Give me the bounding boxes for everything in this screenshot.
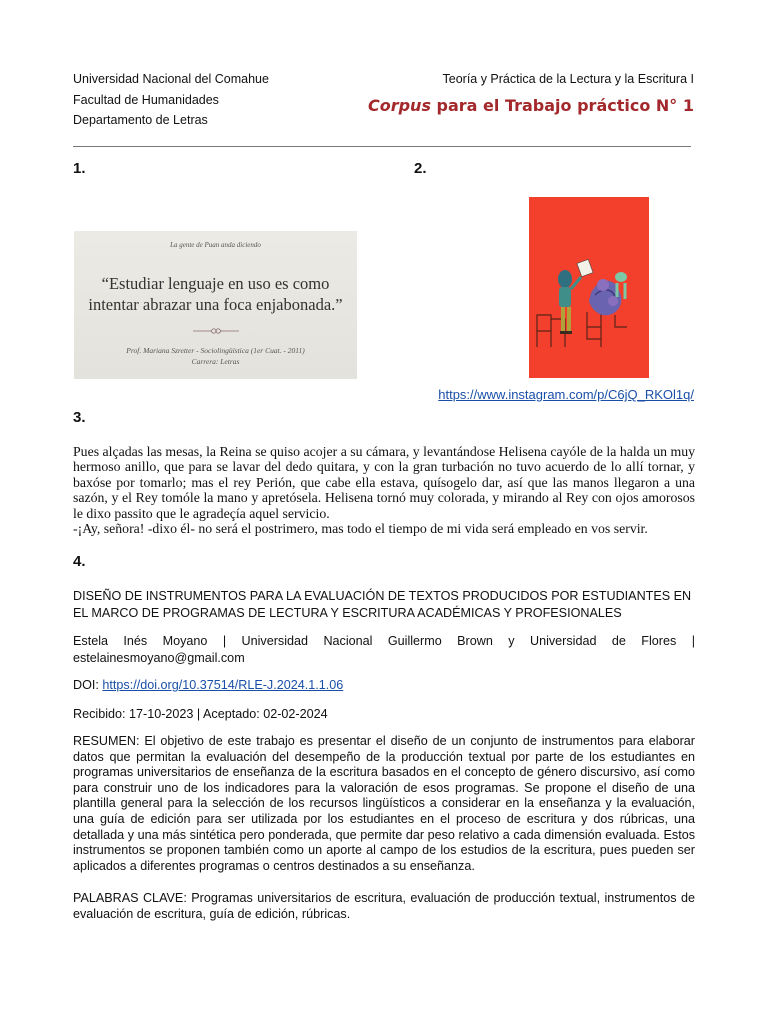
section-4-number: 4. [73,553,86,570]
header-divider [73,146,691,147]
excerpt-paragraph: Pues alçadas las mesas, la Reina se quiso acojer a su cámara, y levantándose Helisena cayóle de la halda un muy hermoso anillo, que para se lavar del dedo quitara, y con la gran turbación no tuvo acuerdo de lo allí tornar, y baxóse por tomarlo; mas el rey Perión, que cabe ella estava, quísogelo dar, así que las manos llegaron a una sazón, y el Rey tomóle la mano y apretósela. Helisena tornó muy colorada, y mirando al Rey con ojos amorosos le dixo passito que le agradeçía aquel servicio. [73,444,695,521]
section-3-number: 3. [73,409,86,426]
quote-line-2: intentar abrazar una foca enjabonada.” [88,295,343,314]
quote-career: Carrera: Letras [191,357,240,366]
course-block [368,69,694,116]
article-dates: Recibido: 17-10-2023 | Aceptado: 02-02-2024 [73,707,328,721]
article-keywords: PALABRAS CLAVE: Programas universitarios de escritura, evaluación de producción textual, instrumentos de evaluación de escritura, guía de edición, rúbricas. [73,891,695,921]
article-title: DISEÑO DE INSTRUMENTOS PARA LA EVALUACIÓN DE TEXTOS PRODUCIDOS POR ESTUDIANTES EN EL MARCO DE PROGRAMAS DE LECTURA Y ESCRITURA ACADÉMICAS Y PROFESIONALES [73,589,692,620]
quote-image [74,231,357,379]
university-name: Universidad Nacional del Comahue [73,72,269,86]
quote-kicker: La gente de Puan anda diciendo [170,241,261,249]
excerpt-dialogue: -¡Ay, señora! -dixo él- no será el postrimero, mas todo el tiempo de mi vida será empleado en vos servir. [73,521,648,537]
instagram-link[interactable]: https://www.instagram.com/p/C6jQ_RKOl1q/ [438,387,694,402]
document-title [368,96,694,116]
illustration-drawing [529,197,649,378]
quote-signature: Prof. Mariana Szretter - Sociolingüística (1er Cuat. - 2011) [126,346,305,355]
document-title-rest: para el Trabajo práctico N° 1 [430,95,694,115]
article-authors: Estela Inés Moyano | Universidad Nacional Guillermo Brown y Universidad de Flores | estelainesmoyano@gmail.com [73,634,695,665]
doi-link[interactable]: https://doi.org/10.37514/RLE-J.2024.1.1.06 [102,678,344,692]
old-spanish-excerpt [73,444,695,536]
faculty-name: Facultad de Humanidades [73,92,219,107]
course-name: Teoría y Práctica de la Lectura y la Escritura I [442,72,694,86]
doi-label: DOI: [73,678,103,692]
section-1-number: 1. [73,160,86,177]
article-abstract: RESUMEN: El objetivo de este trabajo es presentar el diseño de un conjunto de instrumentos para elaborar datos que permitan la evaluación del desempeño de la producción textual por parte de los estudiantes en programas universitarios de enseñanza de la escritura basados en el concepto de género discursivo, así como para construir uno de los indicadores para la valoración de esos programas. Se propone el diseño de una plantilla general para la selección de los recursos lingüísticos a considerar en la enseñanza y la evaluación, una guía de edición para ser utilizada por los estudiantes en el proceso de escritura y dos rúbricas, una detallada y una más sintética pero ponderada, que permite dar peso relativo a cada dimensión evaluada. Estos instrumentos se proponen también como un aporte al campo de los estudios de la escritura, pues pueden ser aplicados a diferentes programas o centros destinados a su enseñanza. [73,734,695,873]
ornament-divider [191,327,241,335]
institution-block [73,69,269,131]
quote-text [74,273,357,315]
corpus-word: Corpus [367,95,431,115]
comic-illustration [529,197,649,378]
article-doi [73,677,343,694]
quote-line-1: “Estudiar lenguaje en uso es como [101,274,330,293]
department-name: Departamento de Letras [73,113,208,127]
section-2-number: 2. [414,160,427,177]
